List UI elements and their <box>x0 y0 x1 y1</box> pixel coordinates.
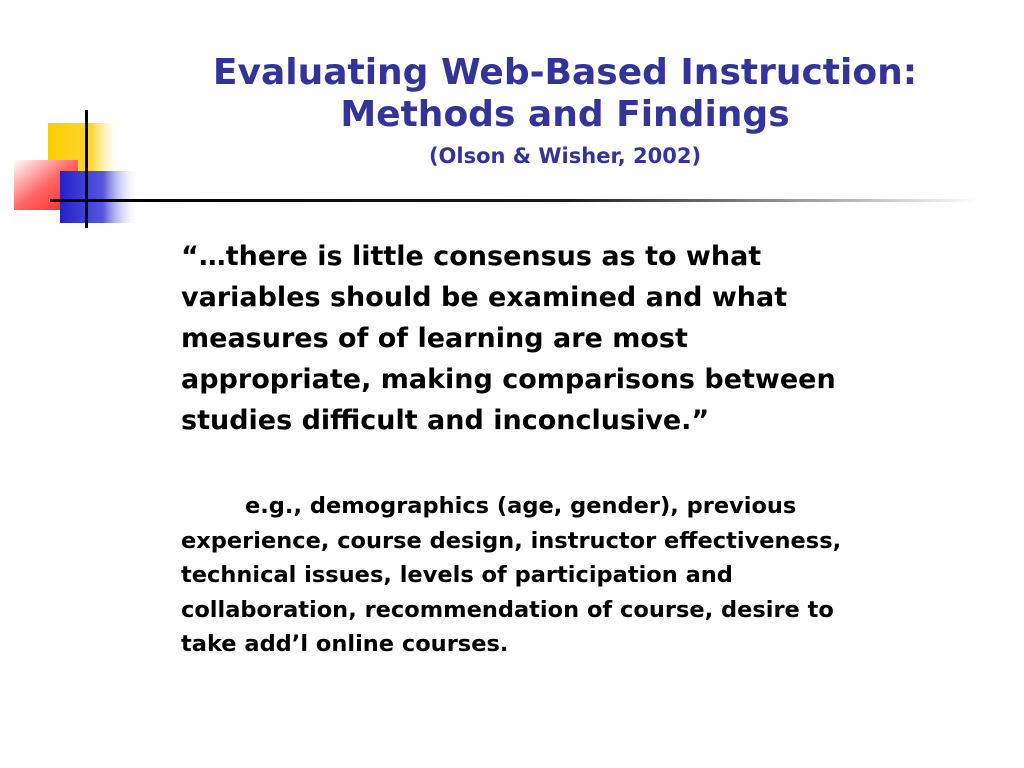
title-line-2: Methods and Findings <box>340 94 790 135</box>
quote-line-3: measures of of learning are most <box>181 323 688 354</box>
examples-line-2: experience, course design, instructor effectiveness, <box>181 527 842 554</box>
examples-paragraph <box>181 489 971 662</box>
quote-line-4: appropriate, making comparisons between <box>181 364 836 395</box>
slide-title <box>150 52 980 170</box>
title-line-1: Evaluating Web-Based Instruction: <box>212 52 918 93</box>
examples-line-4: collaboration, recommendation of course, desire to <box>181 596 834 623</box>
horizontal-rule <box>50 199 980 202</box>
examples-line-5: take add’l online courses. <box>181 631 509 657</box>
title-citation: (Olson & Wisher, 2002) <box>428 144 702 168</box>
blue-square <box>60 171 138 223</box>
quote-line-1: “…there is little consensus as to what <box>181 241 762 272</box>
quote-line-2: variables should be examined and what <box>181 282 788 313</box>
examples-line-1: e.g., demographics (age, gender), previous <box>245 493 797 519</box>
quote-paragraph <box>181 236 971 441</box>
quote-line-5: studies difficult and inconclusive.” <box>181 405 710 436</box>
examples-line-3: technical issues, levels of participation and <box>181 562 733 588</box>
vertical-rule <box>85 110 88 228</box>
